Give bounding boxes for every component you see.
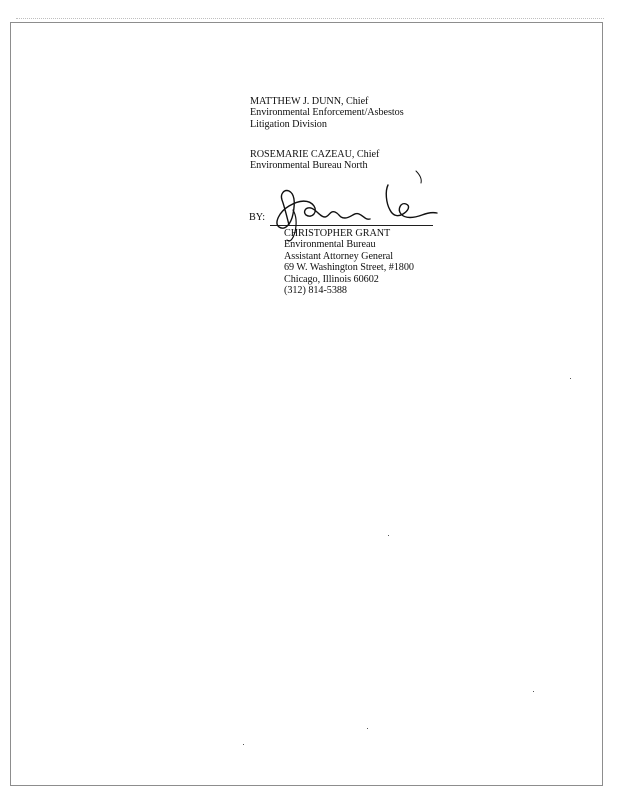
cazeau-name: ROSEMARIE CAZEAU, Chief <box>250 149 380 160</box>
scan-speck <box>388 535 389 536</box>
grant-city: Chicago, Illinois 60602 <box>284 273 379 285</box>
scan-top-edge <box>16 18 604 19</box>
cazeau-block <box>250 149 379 172</box>
dunn-block <box>250 96 404 130</box>
dunn-division-line-2: Litigation Division <box>250 118 327 130</box>
page-border <box>10 22 603 786</box>
dunn-division-line-1: Environmental Enforcement/Asbestos <box>250 107 404 119</box>
scan-speck <box>367 728 368 729</box>
dunn-name: MATTHEW J. DUNN, Chief <box>250 96 369 107</box>
grant-name: CHRISTOPHER GRANT <box>284 228 391 239</box>
grant-title: Assistant Attorney General <box>284 250 394 262</box>
scan-speck <box>570 378 571 379</box>
cazeau-bureau: Environmental Bureau North <box>250 160 368 172</box>
grant-phone: (312) 814-5388 <box>284 284 347 296</box>
grant-block <box>284 228 414 296</box>
scan-speck <box>243 744 244 745</box>
by-label: BY: <box>249 212 266 223</box>
scan-speck <box>533 691 534 692</box>
grant-bureau: Environmental Bureau <box>284 239 376 251</box>
grant-address: 69 W. Washington Street, #1800 <box>284 262 414 274</box>
